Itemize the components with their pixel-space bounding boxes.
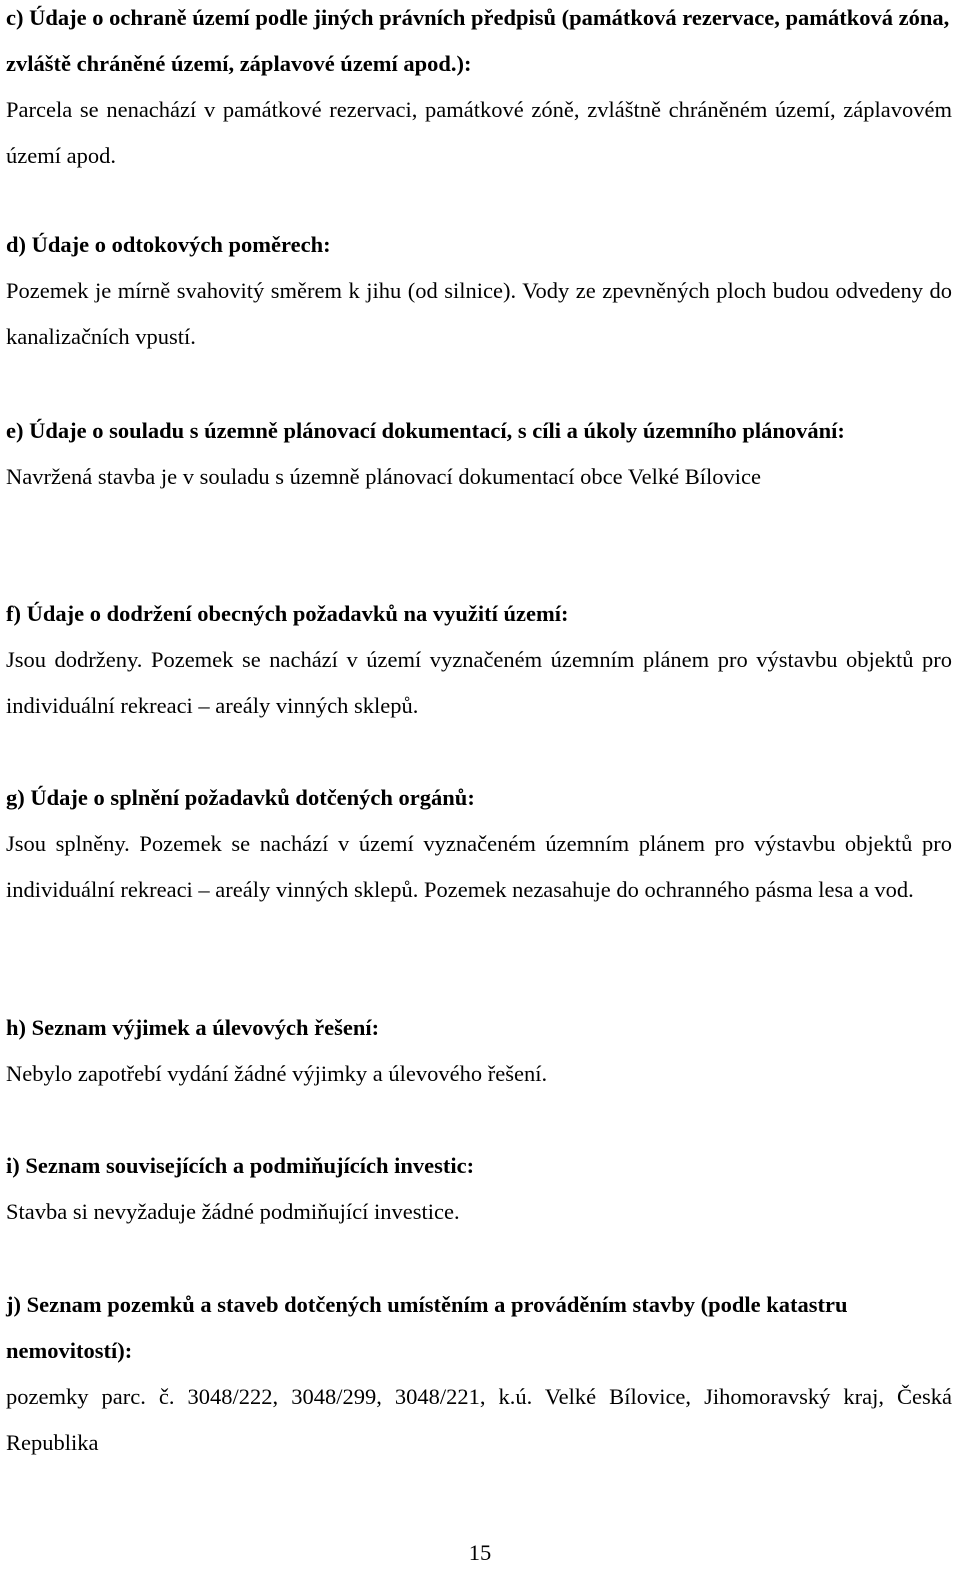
section-heading: j) Seznam pozemků a staveb dotčených umístěním a prováděním stavby (podle katastru nemovitostí): (6, 1292, 848, 1363)
section-body: Parcela se nenachází v památkové rezervaci, památkové zóně, zvláštně chráněném území, záplavovém území apod. (6, 97, 952, 168)
section-heading: f) Údaje o dodržení obecných požadavků na využití území: (6, 601, 569, 626)
page-number: 15 (468, 1540, 492, 1565)
section-g (6, 775, 952, 913)
section-heading: g) Údaje o splnění požadavků dotčených orgánů: (6, 785, 475, 810)
section-heading: i) Seznam souvisejících a podmiňujících investic: (6, 1153, 475, 1178)
section-body: Stavba si nevyžaduje žádné podmiňující investice. (6, 1199, 460, 1224)
section-e (6, 408, 952, 500)
section-heading: h) Seznam výjimek a úlevových řešení: (6, 1015, 380, 1040)
section-i (6, 1143, 952, 1235)
section-heading: c) Údaje o ochraně území podle jiných právních předpisů (památková rezervace, památková zóna, zvláště chráněné území, záplavové území apod.): (6, 5, 950, 76)
section-heading: e) Údaje o souladu s územně plánovací dokumentací, s cíli a úkoly územního plánování: (6, 418, 845, 443)
section-h (6, 1005, 952, 1097)
section-body: Jsou dodrženy. Pozemek se nachází v území vyznačeném územním plánem pro výstavbu objektů pro individuální rekreaci – areály vinných sklepů. (6, 647, 952, 718)
section-f (6, 591, 952, 729)
section-c (6, 0, 952, 179)
section-d (6, 222, 952, 360)
section-body: pozemky parc. č. 3048/222, 3048/299, 3048/221, k.ú. Velké Bílovice, Jihomoravský kraj, Česká Republika (6, 1384, 952, 1455)
section-j (6, 1282, 952, 1466)
section-body: Nebylo zapotřebí vydání žádné výjimky a úlevového řešení. (6, 1061, 548, 1086)
section-body: Pozemek je mírně svahovitý směrem k jihu (od silnice). Vody ze zpevněných ploch budou odvedeny do kanalizačních vpustí. (6, 278, 952, 349)
section-body: Jsou splněny. Pozemek se nachází v území vyznačeném územním plánem pro výstavbu objektů pro individuální rekreaci – areály vinných sklepů. Pozemek nezasahuje do ochranného pásma lesa a vod. (6, 831, 952, 902)
section-body: Navržená stavba je v souladu s územně plánovací dokumentací obce Velké Bílovice (6, 464, 761, 489)
section-heading: d) Údaje o odtokových poměrech: (6, 232, 331, 257)
